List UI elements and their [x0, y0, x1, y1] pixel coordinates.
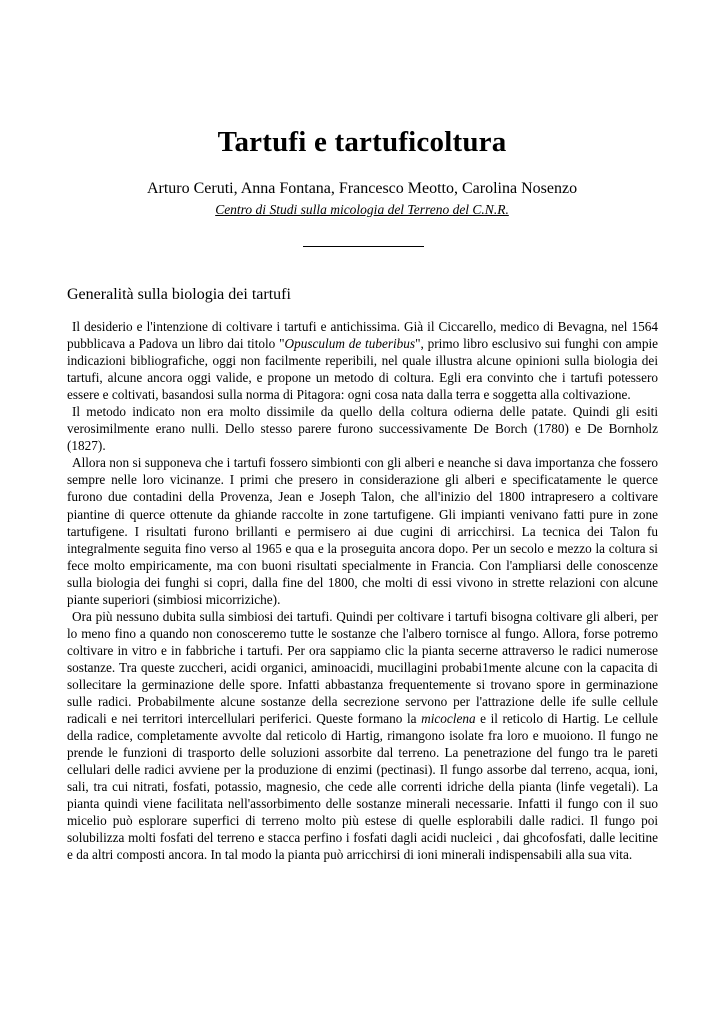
paragraph-text: Il metodo indicato non era molto dissimile da quello della coltura odierna delle patate. Quindi gli esiti verosimilmente erano nulli. Dello stesso parere furono successivamente De Borch (1780) e De Bornholz (1827). [67, 404, 658, 454]
italic-term: micoclena [421, 711, 476, 727]
section-heading: Generalità sulla biologia dei tartufi [67, 286, 291, 303]
paragraph [67, 403, 658, 454]
author-list: Arturo Ceruti, Anna Fontana, Francesco Meotto, Carolina Nosenzo [146, 180, 578, 197]
section-body [67, 318, 658, 864]
paragraph-text: Allora non si supponeva che i tartufi fossero simbionti con gli alberi e neanche si dava importanza che fossero sempre nelle loro vicinanze. I primi che presero in considerazione gli alberi e specificatamente le querce furono due contadini della Provenza, Jean e Joseph Talon, che all'inizio del 1800 intrapresero a coltivare piantine di querce ottenute da ghiande raccolte in zone tartufigene. Gli impianti venivano fatti pure in zone tartufigene. I risultati furono brillanti e permisero ai due cugini di arricchirsi. La tecnica dei Talon fu integralmente seguita fino verso al 1965 e qua e la proseguita ancora dopo. Per un secolo e mezzo la coltura si fece molto empiricamente, ma con buoni risultati specialmente in Francia. Con l'ampliarsi delle conoscenze sulla biologia dei funghi si copri, dalla fine del 1800, che molti di essi vivono in strette relazioni con alcune piante superiori (simbiosi micorriziche). [67, 455, 658, 607]
title-divider [303, 246, 424, 247]
paragraph [67, 454, 658, 607]
paragraph-text: ", primo libro esclusivo sui funghi con ampie indicazioni bibliografiche, oggi non facilmente reperibili, nel quale illustra alcune opinioni sulla biologia dei tartufi, alcune ancora oggi valide, e propone un metodo di coltura. Egli era convinto che i tartufi potessero essere e coltivati, basandosi sulla norma di Pitagora: ogni cosa nata dalla terra e soggetta alla coltivazione. [67, 336, 659, 403]
affiliation-link[interactable]: Centro di Studi sulla micologia del Terreno del C.N.R. [215, 202, 509, 217]
paragraph-text: Ora più nessuno dubita sulla simbiosi dei tartufi. Quindi per coltivare i tartufi bisogna coltivare gli alberi, per lo meno fino a quando non conosceremo tutte le sostanze che l'albero tornisce al fungo. Allora, forse potremo coltivare in vitro e in fabbriche i tartufi. Per ora sappiamo clic la pianta secerne attraverso le radici numerose sostanze. Tra queste zuccheri, acidi organici, aminoacidi, mucillagini probabi1mente alcune con la capacita di sollecitare la germinazione delle spore. Infatti abbastanza frequentemente si trovano spore in germinazione sulle radici. Probabilmente alcune sostanze della secrezione servono per l'attrazione delle ife sulle cellule radicali e nei territori intercellulari periferici. Queste formano la [67, 608, 658, 727]
book-title: Opusculum de tuberibus [284, 336, 416, 352]
paragraph-text: Il desiderio e l'intenzione di coltivare i tartufi e antichissima. Già il Ciccarello, medico di Bevagna, nel 1564 pubblicava a Padova un libro dai titolo " [67, 319, 658, 352]
document-title: Tartufi e tartuficoltura [217, 126, 507, 158]
paragraph-text: e il reticolo di Hartig. Le cellule della radice, completamente avvolte dal reticolo di Hartig, rimangono isolate fra loro e muoiono. Il fungo ne prende le funzioni di trasporto delle soluzioni assorbite dal terreno. La penetrazione del fungo tra le pareti cellulari delle radici avviene per la produzione di enzimi (pectinasi). Il fungo assorbe dal terreno, acqua, ioni, sali, tra cui nitrati, fosfati, potassio, magnesio, che cede alle correnti idriche della pianta (linfe vegetali). La pianta quindi viene facilitata nell'assorbimento delle sostanze minerali necessarie. Infatti il fungo con il suo micelio può esplorare superfici di terreno molto più estese di quelle esplorabili dalle radici. Il fungo poi solubilizza molti fosfati del terreno e stacca perfino i fosfati dagli acidi nucleici , dai ghcofosfati, dalle lecitine e da altri composti ancora. In tal modo la pianta può arricchirsi di ioni minerali indispensabili alla sua vita. [67, 711, 658, 863]
paragraph [67, 608, 658, 864]
paragraph [67, 318, 658, 403]
